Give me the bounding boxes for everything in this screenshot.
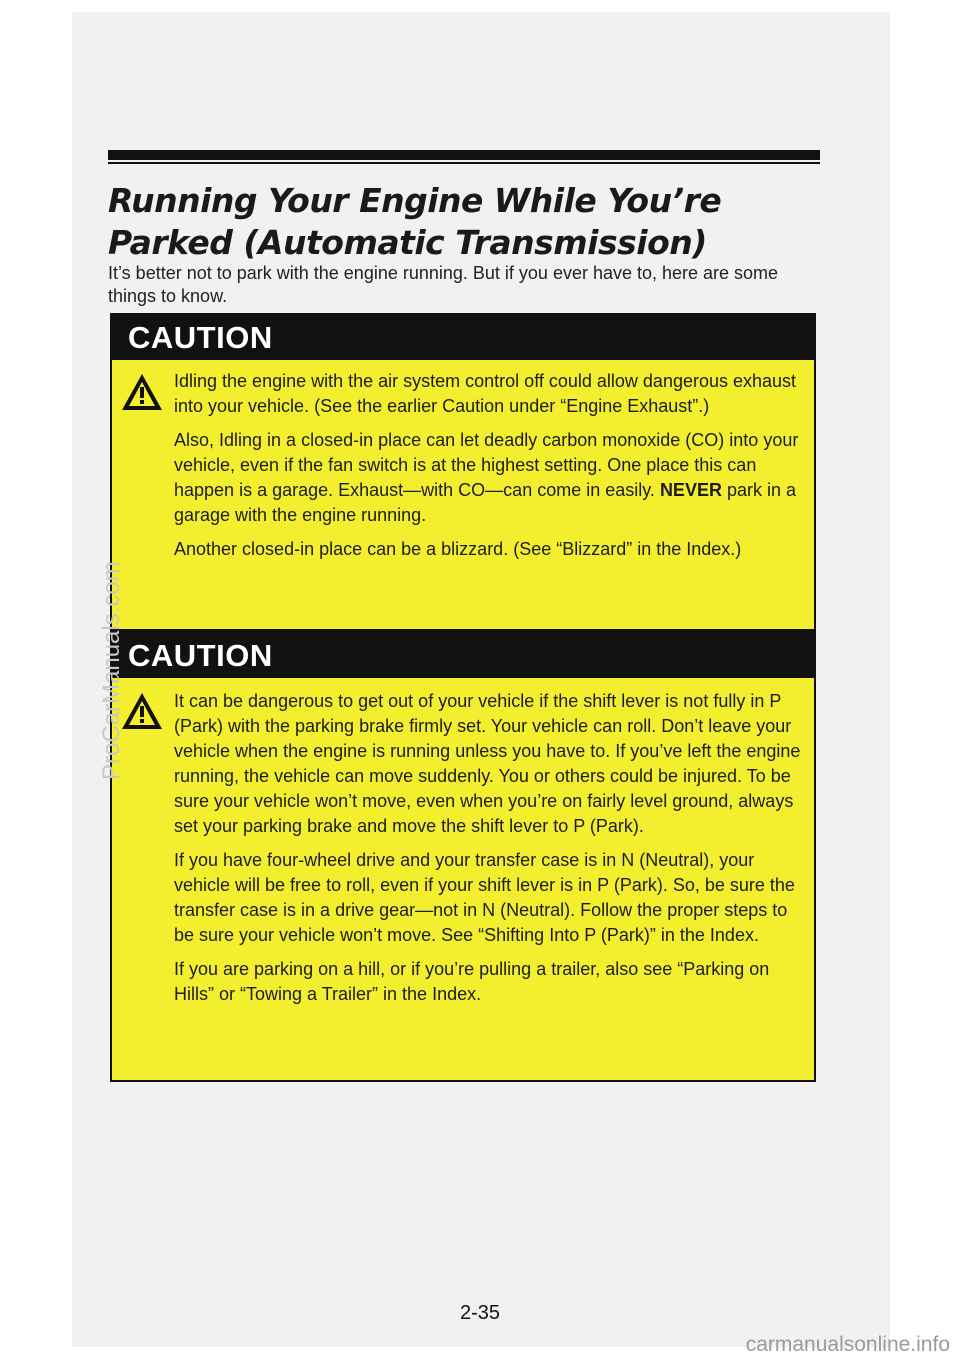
section-title-line1: Running Your Engine While You’re xyxy=(108,181,722,220)
caution-box-shift-lever xyxy=(110,631,816,1082)
caution-body xyxy=(174,369,802,571)
emphasis-never: NEVER xyxy=(659,480,722,500)
caution-paragraph: Also, Idling in a closed-in place can let deadly carbon monoxide (CO) into your vehicle, even if the fan switch is at the highest setting. One place this can happen is a garage. Exhaust—with CO—can come in easily. NEVER park in a garage with the engine running. xyxy=(174,430,799,525)
site-footer: carmanualsonline.info xyxy=(745,1333,950,1356)
caution-paragraph: It can be dangerous to get out of your vehicle if the shift lever is not fully in P (Park) with the parking brake firmly set. Your vehicle can roll. Don’t leave your vehicle when the engine is running unless you have to. If you’ve left the engine running, the vehicle can move suddenly. You or others could be injured. To be sure your vehicle won’t move, even when you’re on fairly level ground, always set your parking brake and move the shift lever to P (Park). xyxy=(174,691,801,836)
caution-box-exhaust xyxy=(110,313,816,631)
caution-paragraph: If you are parking on a hill, or if you’re pulling a trailer, also see “Parking on Hills” or “Towing a Trailer” in the Index. xyxy=(174,959,770,1004)
caution-paragraph: If you have four-wheel drive and your transfer case is in N (Neutral), your vehicle will be free to roll, even if your shift lever is in P (Park). So, be sure the transfer case is in a drive gear—not in N (Neutral). Follow the proper steps to be sure your vehicle won’t move. See “Shifting Into P (Park)” in the Index. xyxy=(174,850,795,945)
caution-header: CAUTION xyxy=(112,315,814,360)
caution-header: CAUTION xyxy=(112,633,814,678)
page-number: 2-35 xyxy=(459,1302,501,1324)
section-title-line2: Parked (Automatic Transmission) xyxy=(108,223,707,262)
section-divider-thin xyxy=(108,162,820,164)
warning-triangle-icon xyxy=(120,691,164,731)
section-title xyxy=(108,180,820,264)
intro-paragraph: It’s better not to park with the engine running. But if you ever have to, here are some things to know. xyxy=(108,263,779,306)
watermark-text: ProCarManuals.com xyxy=(98,561,125,780)
caution-body xyxy=(174,689,802,1016)
caution-paragraph: Idling the engine with the air system control off could allow dangerous exhaust into your vehicle. (See the earlier Caution under “Engine Exhaust”.) xyxy=(174,371,797,416)
caution-paragraph: Another closed-in place can be a blizzard. (See “Blizzard” in the Index.) xyxy=(174,539,742,559)
section-divider xyxy=(108,150,820,160)
warning-triangle-icon xyxy=(120,372,164,412)
